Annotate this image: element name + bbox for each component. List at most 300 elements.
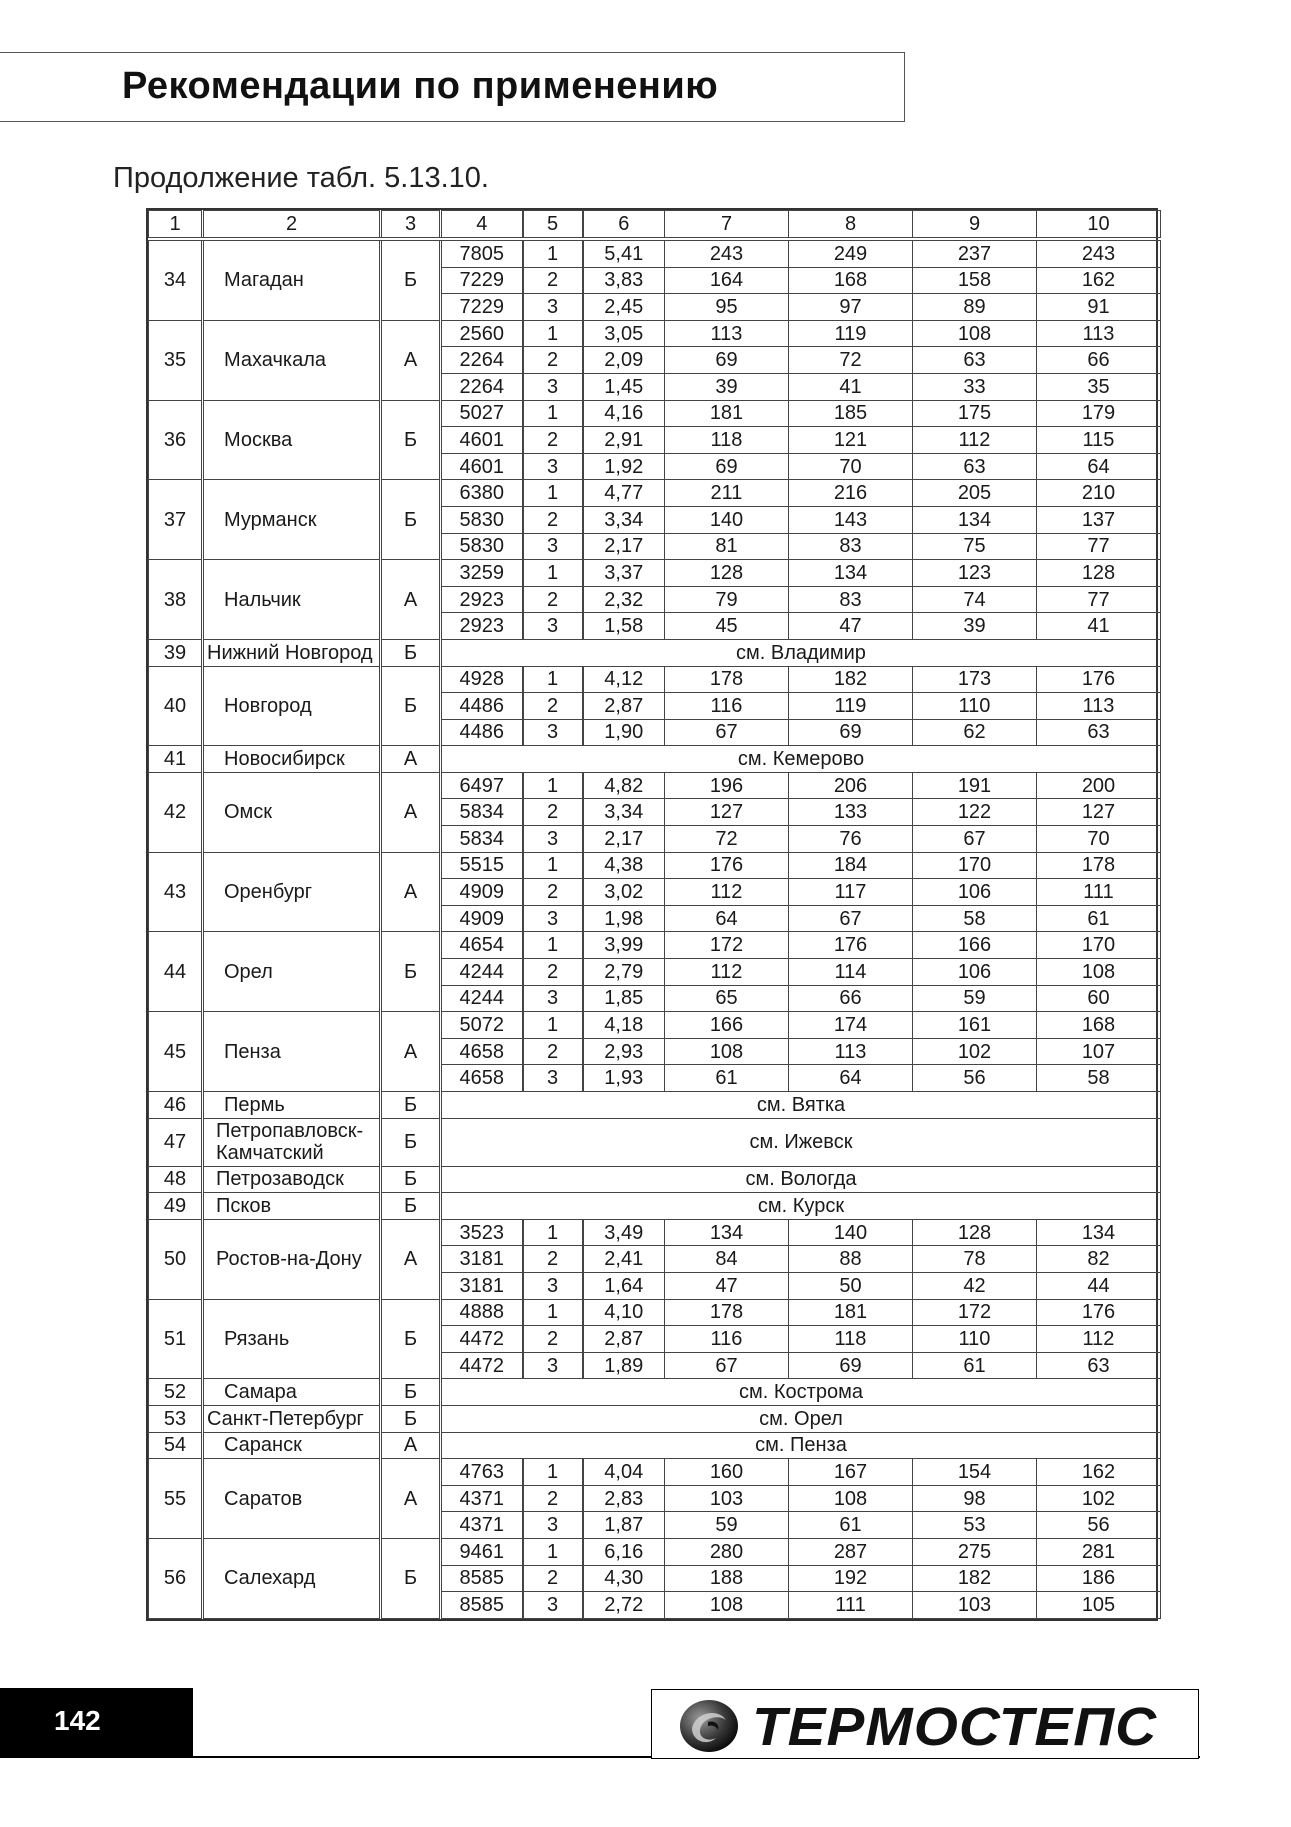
data-cell: 237	[913, 239, 1037, 267]
data-cell: 1	[523, 1219, 583, 1246]
data-cell: 116	[665, 693, 789, 720]
data-cell: 133	[789, 799, 913, 826]
data-cell: 168	[1037, 1012, 1161, 1039]
data-cell: 98	[913, 1485, 1037, 1512]
table-row	[149, 746, 1161, 773]
logo-swirl-icon	[678, 1698, 740, 1754]
city-name: Рязань	[203, 1299, 381, 1379]
city-name: Саранск	[203, 1432, 381, 1459]
data-cell: 2560	[441, 320, 523, 347]
data-cell: 196	[665, 772, 789, 799]
row-number: 37	[149, 480, 203, 560]
table-row	[149, 1166, 1161, 1193]
row-number: 46	[149, 1092, 203, 1119]
data-cell: 3	[523, 719, 583, 746]
table-row	[149, 1459, 1161, 1486]
data-cell: 2	[523, 267, 583, 294]
data-cell: 119	[789, 320, 913, 347]
data-cell: 1	[523, 1538, 583, 1565]
page-number: 142	[54, 1705, 101, 1736]
table-row	[149, 772, 1161, 799]
data-cell: 3	[523, 826, 583, 853]
zone-type: Б	[381, 639, 441, 666]
data-table	[148, 210, 1161, 1619]
data-cell: 69	[789, 719, 913, 746]
data-cell: 3,99	[583, 932, 665, 959]
zone-type: Б	[381, 1299, 441, 1379]
data-cell: 60	[1037, 985, 1161, 1012]
data-cell: 47	[789, 613, 913, 640]
data-cell: 1	[523, 400, 583, 427]
data-cell: 3	[523, 453, 583, 480]
data-cell: 4371	[441, 1512, 523, 1539]
table-row	[149, 1379, 1161, 1406]
zone-type: Б	[381, 666, 441, 746]
data-cell: 67	[665, 1352, 789, 1379]
data-cell: 4472	[441, 1326, 523, 1353]
data-cell: 2,87	[583, 693, 665, 720]
data-cell: 2,79	[583, 959, 665, 986]
data-cell: 178	[665, 666, 789, 693]
data-cell: 4658	[441, 1065, 523, 1092]
data-cell: 166	[665, 1012, 789, 1039]
brand-logo	[651, 1689, 1199, 1759]
data-cell: 6497	[441, 772, 523, 799]
data-cell: 113	[665, 320, 789, 347]
reference-note: см. Вологда	[441, 1166, 1161, 1193]
data-cell: 50	[789, 1272, 913, 1299]
data-cell: 1	[523, 480, 583, 507]
table-row	[149, 400, 1161, 427]
row-number: 52	[149, 1379, 203, 1406]
data-cell: 1	[523, 1459, 583, 1486]
row-number: 55	[149, 1459, 203, 1539]
data-cell: 112	[1037, 1326, 1161, 1353]
data-cell: 181	[665, 400, 789, 427]
data-cell: 33	[913, 373, 1037, 400]
data-cell: 95	[665, 294, 789, 321]
data-cell: 42	[913, 1272, 1037, 1299]
page-number-block	[0, 1688, 193, 1758]
data-cell: 111	[789, 1592, 913, 1619]
zone-type: Б	[381, 1193, 441, 1220]
data-cell: 119	[789, 693, 913, 720]
data-cell: 192	[789, 1565, 913, 1592]
data-cell: 2,32	[583, 586, 665, 613]
data-cell: 3	[523, 1512, 583, 1539]
data-cell: 64	[665, 905, 789, 932]
data-cell: 6380	[441, 480, 523, 507]
data-cell: 5,41	[583, 239, 665, 267]
data-cell: 3181	[441, 1272, 523, 1299]
city-name: Самара	[203, 1379, 381, 1406]
data-cell: 205	[913, 480, 1037, 507]
table-row	[149, 1219, 1161, 1246]
row-number: 48	[149, 1166, 203, 1193]
data-cell: 2,41	[583, 1246, 665, 1273]
data-cell: 1,98	[583, 905, 665, 932]
data-cell: 127	[1037, 799, 1161, 826]
data-cell: 2	[523, 959, 583, 986]
data-cell: 134	[1037, 1219, 1161, 1246]
data-cell: 3,34	[583, 799, 665, 826]
table-row	[149, 480, 1161, 507]
data-cell: 61	[913, 1352, 1037, 1379]
data-cell: 2,87	[583, 1326, 665, 1353]
data-cell: 182	[789, 666, 913, 693]
data-cell: 4,30	[583, 1565, 665, 1592]
data-cell: 2,72	[583, 1592, 665, 1619]
data-cell: 4928	[441, 666, 523, 693]
data-cell: 1	[523, 239, 583, 267]
data-cell: 106	[913, 879, 1037, 906]
data-cell: 275	[913, 1538, 1037, 1565]
table-row	[149, 852, 1161, 879]
data-cell: 78	[913, 1246, 1037, 1273]
data-cell: 89	[913, 294, 1037, 321]
data-cell: 191	[913, 772, 1037, 799]
city-name: Пермь	[203, 1092, 381, 1119]
data-cell: 5834	[441, 799, 523, 826]
table-caption: Продолжение табл. 5.13.10.	[113, 162, 489, 194]
data-cell: 127	[665, 799, 789, 826]
data-cell: 3	[523, 294, 583, 321]
data-cell: 3,37	[583, 560, 665, 587]
page-title: Рекомендации по применению	[122, 65, 719, 107]
data-cell: 210	[1037, 480, 1161, 507]
city-name: Магадан	[203, 239, 381, 320]
data-cell: 3	[523, 1592, 583, 1619]
table-row	[149, 239, 1161, 267]
column-header: 9	[913, 211, 1037, 240]
data-cell: 123	[913, 560, 1037, 587]
data-cell: 1	[523, 852, 583, 879]
zone-type: Б	[381, 239, 441, 320]
data-cell: 111	[1037, 879, 1161, 906]
table-row	[149, 932, 1161, 959]
data-cell: 3523	[441, 1219, 523, 1246]
city-name: Мурманск	[203, 480, 381, 560]
row-number: 50	[149, 1219, 203, 1299]
row-number: 56	[149, 1538, 203, 1618]
table-row	[149, 639, 1161, 666]
data-cell: 170	[1037, 932, 1161, 959]
data-cell: 64	[789, 1065, 913, 1092]
data-cell: 2	[523, 879, 583, 906]
data-cell: 84	[665, 1246, 789, 1273]
data-cell: 61	[665, 1065, 789, 1092]
data-cell: 115	[1037, 427, 1161, 454]
data-cell: 4,38	[583, 852, 665, 879]
data-cell: 3	[523, 1352, 583, 1379]
data-cell: 4,12	[583, 666, 665, 693]
column-header: 10	[1037, 211, 1161, 240]
data-cell: 243	[665, 239, 789, 267]
column-header: 8	[789, 211, 913, 240]
data-cell: 113	[789, 1038, 913, 1065]
data-cell: 173	[913, 666, 1037, 693]
data-cell: 53	[913, 1512, 1037, 1539]
data-cell: 64	[1037, 453, 1161, 480]
data-cell: 44	[1037, 1272, 1161, 1299]
zone-type: Б	[381, 1092, 441, 1119]
row-number: 35	[149, 320, 203, 400]
data-cell: 2,83	[583, 1485, 665, 1512]
data-cell: 72	[789, 347, 913, 374]
table-row	[149, 1299, 1161, 1326]
zone-type: Б	[381, 1379, 441, 1406]
data-cell: 1,93	[583, 1065, 665, 1092]
data-cell: 63	[913, 347, 1037, 374]
table-row	[149, 1538, 1161, 1565]
data-cell: 9461	[441, 1538, 523, 1565]
data-cell: 4654	[441, 932, 523, 959]
reference-note: см. Ижевск	[441, 1118, 1161, 1166]
data-cell: 128	[1037, 560, 1161, 587]
data-cell: 1,87	[583, 1512, 665, 1539]
data-cell: 134	[789, 560, 913, 587]
data-cell: 211	[665, 480, 789, 507]
data-cell: 5072	[441, 1012, 523, 1039]
row-number: 43	[149, 852, 203, 932]
data-cell: 2,93	[583, 1038, 665, 1065]
row-number: 42	[149, 772, 203, 852]
zone-type: Б	[381, 1118, 441, 1166]
data-cell: 137	[1037, 506, 1161, 533]
data-cell: 161	[913, 1012, 1037, 1039]
data-cell: 114	[789, 959, 913, 986]
data-cell: 88	[789, 1246, 913, 1273]
data-cell: 179	[1037, 400, 1161, 427]
data-cell: 160	[665, 1459, 789, 1486]
zone-type: А	[381, 1459, 441, 1539]
data-cell: 4,18	[583, 1012, 665, 1039]
data-cell: 2,17	[583, 533, 665, 560]
data-cell: 82	[1037, 1246, 1161, 1273]
zone-type: Б	[381, 480, 441, 560]
data-cell: 143	[789, 506, 913, 533]
data-cell: 4601	[441, 453, 523, 480]
data-cell: 3	[523, 985, 583, 1012]
table-row	[149, 1012, 1161, 1039]
data-cell: 1,64	[583, 1272, 665, 1299]
data-cell: 35	[1037, 373, 1161, 400]
data-cell: 2,09	[583, 347, 665, 374]
data-cell: 102	[913, 1038, 1037, 1065]
data-cell: 67	[789, 905, 913, 932]
data-table-frame	[146, 208, 1158, 1621]
zone-type: Б	[381, 1538, 441, 1618]
data-cell: 170	[913, 852, 1037, 879]
data-cell: 188	[665, 1565, 789, 1592]
data-cell: 69	[665, 347, 789, 374]
data-cell: 77	[1037, 586, 1161, 613]
table-row	[149, 320, 1161, 347]
data-cell: 178	[665, 1299, 789, 1326]
data-cell: 174	[789, 1012, 913, 1039]
city-name: Санкт-Петербург	[203, 1405, 381, 1432]
data-cell: 41	[789, 373, 913, 400]
data-cell: 39	[913, 613, 1037, 640]
reference-note: см. Пенза	[441, 1432, 1161, 1459]
data-cell: 39	[665, 373, 789, 400]
zone-type: А	[381, 772, 441, 852]
city-name: Саратов	[203, 1459, 381, 1539]
data-cell: 105	[1037, 1592, 1161, 1619]
data-cell: 110	[913, 693, 1037, 720]
row-number: 54	[149, 1432, 203, 1459]
data-cell: 6,16	[583, 1538, 665, 1565]
data-cell: 175	[913, 400, 1037, 427]
data-cell: 63	[1037, 1352, 1161, 1379]
row-number: 41	[149, 746, 203, 773]
data-cell: 4,77	[583, 480, 665, 507]
data-cell: 2	[523, 1326, 583, 1353]
city-name: Оренбург	[203, 852, 381, 932]
data-cell: 4371	[441, 1485, 523, 1512]
data-cell: 2923	[441, 613, 523, 640]
data-cell: 4486	[441, 719, 523, 746]
data-cell: 4,10	[583, 1299, 665, 1326]
city-name: Омск	[203, 772, 381, 852]
data-cell: 176	[789, 932, 913, 959]
data-cell: 2	[523, 1565, 583, 1592]
data-cell: 7229	[441, 267, 523, 294]
data-cell: 1,92	[583, 453, 665, 480]
data-cell: 3,02	[583, 879, 665, 906]
data-cell: 4909	[441, 879, 523, 906]
data-cell: 2	[523, 1246, 583, 1273]
data-cell: 1,58	[583, 613, 665, 640]
data-cell: 91	[1037, 294, 1161, 321]
data-cell: 3	[523, 1272, 583, 1299]
data-cell: 162	[1037, 267, 1161, 294]
data-cell: 3181	[441, 1246, 523, 1273]
row-number: 53	[149, 1405, 203, 1432]
data-cell: 7229	[441, 294, 523, 321]
data-cell: 118	[665, 427, 789, 454]
column-header: 6	[583, 211, 665, 240]
data-cell: 158	[913, 267, 1037, 294]
data-cell: 108	[789, 1485, 913, 1512]
data-cell: 63	[1037, 719, 1161, 746]
data-cell: 4888	[441, 1299, 523, 1326]
row-number: 45	[149, 1012, 203, 1092]
data-cell: 66	[1037, 347, 1161, 374]
data-cell: 113	[1037, 320, 1161, 347]
data-cell: 79	[665, 586, 789, 613]
data-cell: 122	[913, 799, 1037, 826]
data-cell: 59	[665, 1512, 789, 1539]
data-cell: 1,45	[583, 373, 665, 400]
column-header: 5	[523, 211, 583, 240]
row-number: 44	[149, 932, 203, 1012]
data-cell: 162	[1037, 1459, 1161, 1486]
data-cell: 77	[1037, 533, 1161, 560]
data-cell: 4244	[441, 959, 523, 986]
data-cell: 117	[789, 879, 913, 906]
data-cell: 3,05	[583, 320, 665, 347]
data-cell: 200	[1037, 772, 1161, 799]
data-cell: 3	[523, 373, 583, 400]
data-cell: 4601	[441, 427, 523, 454]
data-cell: 206	[789, 772, 913, 799]
data-cell: 2264	[441, 373, 523, 400]
zone-type: А	[381, 1012, 441, 1092]
data-cell: 5515	[441, 852, 523, 879]
data-cell: 3	[523, 1065, 583, 1092]
data-cell: 1,89	[583, 1352, 665, 1379]
data-cell: 5830	[441, 533, 523, 560]
data-cell: 1	[523, 932, 583, 959]
data-cell: 186	[1037, 1565, 1161, 1592]
zone-type: Б	[381, 400, 441, 480]
zone-type: А	[381, 1432, 441, 1459]
table-row	[149, 1432, 1161, 1459]
data-cell: 3,83	[583, 267, 665, 294]
header-bar	[0, 52, 905, 122]
city-name: Орел	[203, 932, 381, 1012]
data-cell: 1	[523, 1012, 583, 1039]
data-cell: 4909	[441, 905, 523, 932]
data-cell: 140	[789, 1219, 913, 1246]
row-number: 51	[149, 1299, 203, 1379]
city-name: Москва	[203, 400, 381, 480]
data-cell: 103	[913, 1592, 1037, 1619]
data-cell: 5834	[441, 826, 523, 853]
city-name: Новгород	[203, 666, 381, 746]
logo-text: ТЕРМОСТЕПС	[752, 1697, 1158, 1757]
row-number: 40	[149, 666, 203, 746]
data-cell: 67	[913, 826, 1037, 853]
data-cell: 108	[665, 1038, 789, 1065]
data-cell: 140	[665, 506, 789, 533]
data-cell: 97	[789, 294, 913, 321]
data-cell: 56	[1037, 1512, 1161, 1539]
data-cell: 181	[789, 1299, 913, 1326]
zone-type: Б	[381, 932, 441, 1012]
data-cell: 4,04	[583, 1459, 665, 1486]
row-number: 34	[149, 239, 203, 320]
data-cell: 176	[1037, 1299, 1161, 1326]
data-cell: 69	[789, 1352, 913, 1379]
data-cell: 1	[523, 666, 583, 693]
table-row	[149, 1118, 1161, 1166]
data-cell: 1,85	[583, 985, 665, 1012]
data-cell: 72	[665, 826, 789, 853]
data-cell: 63	[913, 453, 1037, 480]
row-number: 49	[149, 1193, 203, 1220]
data-cell: 56	[913, 1065, 1037, 1092]
data-cell: 112	[913, 427, 1037, 454]
data-cell: 2	[523, 347, 583, 374]
zone-type: Б	[381, 1405, 441, 1432]
column-header: 7	[665, 211, 789, 240]
data-cell: 4,16	[583, 400, 665, 427]
row-number: 39	[149, 639, 203, 666]
data-cell: 172	[913, 1299, 1037, 1326]
data-cell: 81	[665, 533, 789, 560]
table-body	[149, 211, 1161, 1619]
data-cell: 2,45	[583, 294, 665, 321]
table-row	[149, 560, 1161, 587]
data-cell: 243	[1037, 239, 1161, 267]
city-name: Салехард	[203, 1538, 381, 1618]
data-cell: 1	[523, 320, 583, 347]
column-header: 2	[203, 211, 381, 240]
data-cell: 4763	[441, 1459, 523, 1486]
data-cell: 74	[913, 586, 1037, 613]
